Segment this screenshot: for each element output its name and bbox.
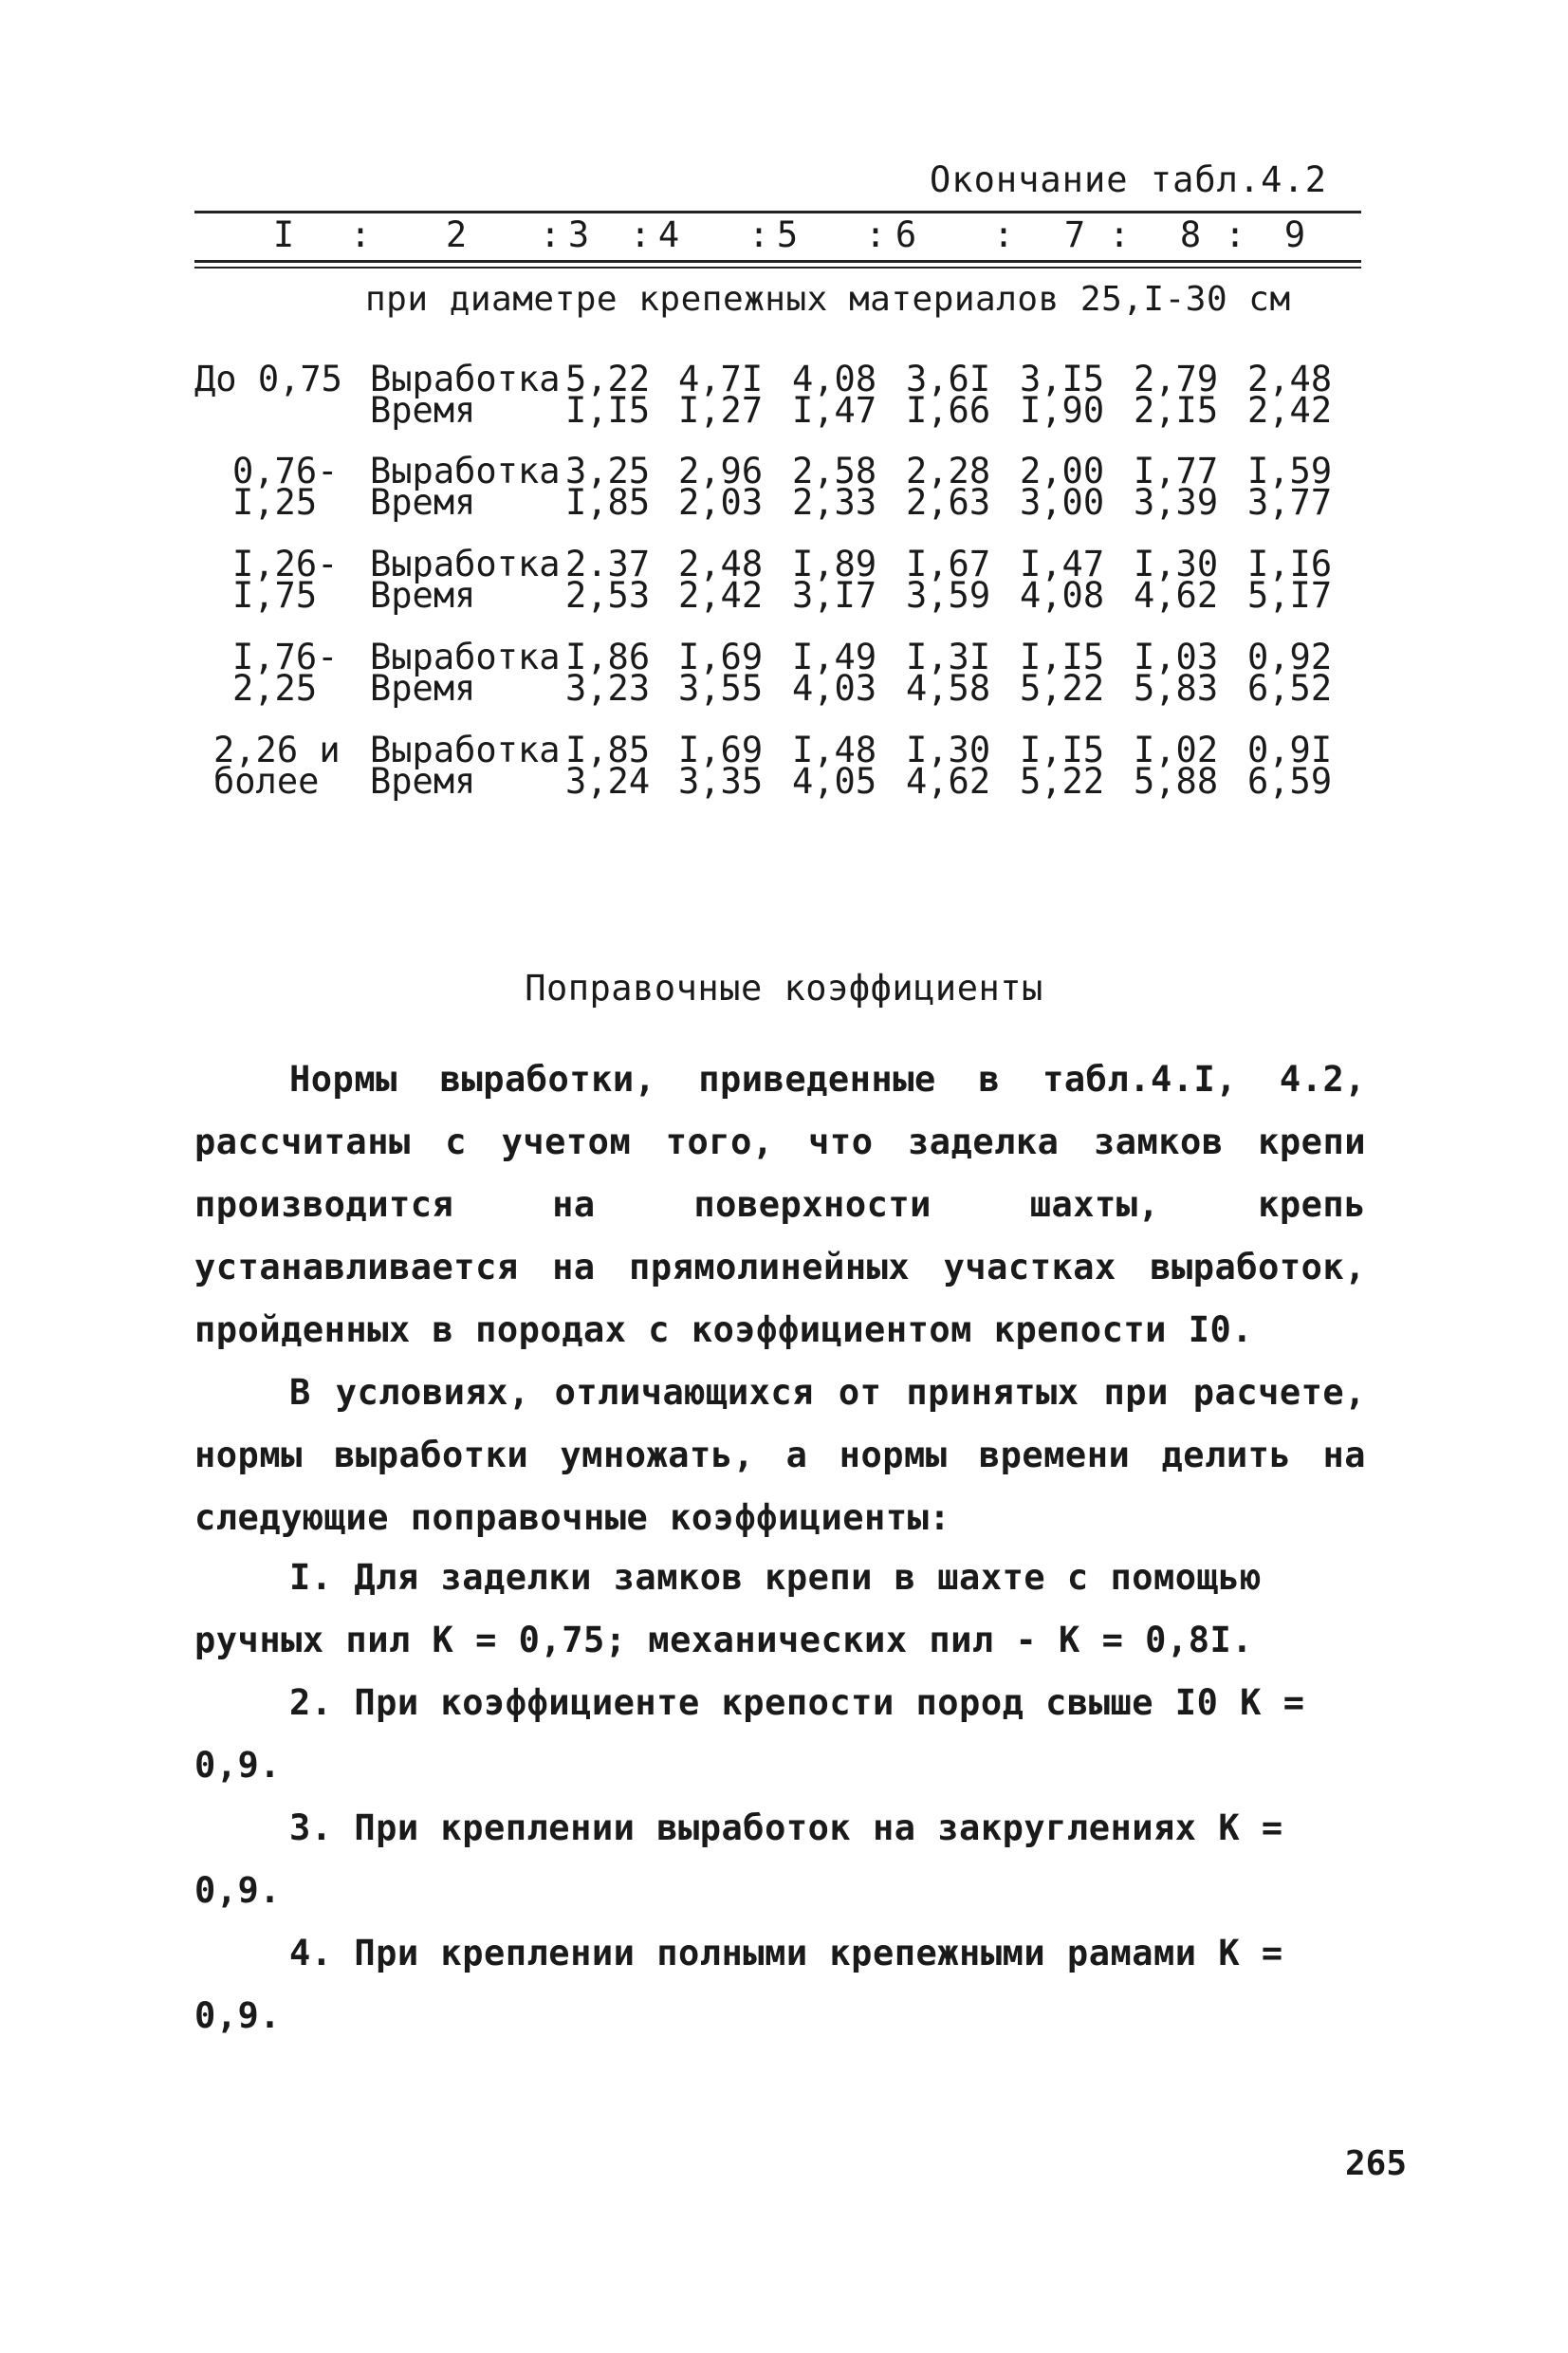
table-row-group xyxy=(194,544,1371,619)
column-header: 8 xyxy=(1179,214,1202,255)
table-cell: I,89 xyxy=(792,544,877,584)
table-cell: I,90 xyxy=(1020,390,1105,431)
row-label-time: Время xyxy=(370,390,476,431)
table-cell: I,49 xyxy=(792,637,877,677)
table-header-rule xyxy=(194,260,1361,263)
column-header: 4 xyxy=(657,214,680,255)
table-cell: 3,23 xyxy=(565,668,651,709)
table-cell: 2,33 xyxy=(792,482,877,523)
table-cell: 2,00 xyxy=(1020,451,1105,491)
range-label: I,25 xyxy=(232,482,318,523)
table-cell: 4,62 xyxy=(906,761,991,802)
row-label-time: Время xyxy=(370,761,476,802)
range-label: I,26- xyxy=(232,544,339,584)
column-separator: : xyxy=(1108,214,1131,255)
row-label-time: Время xyxy=(370,668,476,709)
table-cell: 6,59 xyxy=(1247,761,1333,802)
table-cell: 2,53 xyxy=(565,575,651,616)
table-cell: 5,22 xyxy=(1020,668,1105,709)
table-cell: 3,35 xyxy=(678,761,764,802)
coefficient-list xyxy=(194,1547,1366,2047)
range-label: I,75 xyxy=(232,575,318,616)
row-label-output: Выработка xyxy=(370,451,561,491)
table-cell: 4,62 xyxy=(1134,575,1219,616)
table-cell: I,47 xyxy=(792,390,877,431)
table-cell: I,69 xyxy=(678,730,764,770)
table-cell: 3,6I xyxy=(906,359,991,399)
table-cell: 5,83 xyxy=(1134,668,1219,709)
table-cell: 2,03 xyxy=(678,482,764,523)
table-cell: I,I5 xyxy=(1020,730,1105,770)
table-cell: I,85 xyxy=(565,482,651,523)
column-header: 9 xyxy=(1283,214,1306,255)
list-item: 3. При креплении выработок на закруглениях К = 0,9. xyxy=(194,1807,1283,1911)
table-row-group xyxy=(194,730,1371,805)
table-cell: I,66 xyxy=(906,390,991,431)
range-label: 2,26 и xyxy=(213,730,341,770)
table-cell: I,I6 xyxy=(1247,544,1333,584)
table-cell: 2,96 xyxy=(678,451,764,491)
table-cell: 2,79 xyxy=(1134,359,1219,399)
paragraph: Нормы выработки, приведенные в табл.4.I, 4.2, рассчитаны с учетом того, что заделка замков крепи производится на поверхности шахты, крепь устанавливается на прямолинейных участках выработок, пройденных в породах с коэффициентом крепости I0. xyxy=(194,1059,1366,1350)
table-cell: 3,I5 xyxy=(1020,359,1105,399)
column-header: 3 xyxy=(567,214,590,255)
table-section-title: при диаметре крепежных материалов 25,I-30 см xyxy=(365,280,1291,319)
table-cell: 4,03 xyxy=(792,668,877,709)
table-cell: I,59 xyxy=(1247,451,1333,491)
list-item: 4. При креплении полными крепежными рамами К = 0,9. xyxy=(194,1933,1283,2036)
table-cell: I,85 xyxy=(565,730,651,770)
table-cell: 4,7I xyxy=(678,359,764,399)
column-separator: : xyxy=(539,214,562,255)
table-cell: 3,59 xyxy=(906,575,991,616)
column-header: 5 xyxy=(776,214,799,255)
table-cell: 3,25 xyxy=(565,451,651,491)
table-cell: 3,39 xyxy=(1134,482,1219,523)
column-header: 7 xyxy=(1063,214,1086,255)
table-cell: 2,58 xyxy=(792,451,877,491)
body-text xyxy=(194,1048,1366,1549)
range-label: 2,25 xyxy=(232,668,318,709)
table-cell: I,30 xyxy=(906,730,991,770)
range-label: До 0,75 xyxy=(194,359,342,399)
column-header: I xyxy=(272,214,295,255)
column-separator: : xyxy=(864,214,887,255)
column-separator: : xyxy=(349,214,372,255)
table-cell: 2,48 xyxy=(1247,359,1333,399)
table-row-group xyxy=(194,359,1371,434)
table-cell: 6,52 xyxy=(1247,668,1333,709)
range-label: более xyxy=(213,761,320,802)
table-cell: I,30 xyxy=(1134,544,1219,584)
column-header: 2 xyxy=(445,214,468,255)
table-cell: 4,05 xyxy=(792,761,877,802)
table-cell: 4,58 xyxy=(906,668,991,709)
table-cell: I,69 xyxy=(678,637,764,677)
table-row-group xyxy=(194,451,1371,526)
table-header-rule-2 xyxy=(194,267,1361,269)
table-cell: 2,48 xyxy=(678,544,764,584)
column-separator: : xyxy=(747,214,770,255)
column-header: 6 xyxy=(895,214,917,255)
table-cell: 5,I7 xyxy=(1247,575,1333,616)
column-separator: : xyxy=(629,214,652,255)
table-cell: I,02 xyxy=(1134,730,1219,770)
table-cell: 4,08 xyxy=(792,359,877,399)
range-label: 0,76- xyxy=(232,451,339,491)
table-cell: I,86 xyxy=(565,637,651,677)
table-cell: I,03 xyxy=(1134,637,1219,677)
table-cell: 0,92 xyxy=(1247,637,1333,677)
table-cell: 2,63 xyxy=(906,482,991,523)
table-cell: 2.37 xyxy=(565,544,651,584)
row-label-output: Выработка xyxy=(370,730,561,770)
paragraph: В условиях, отличающихся от принятых при расчете, нормы выработки умножать, а нормы времени делить на следующие поправочные коэффициенты: xyxy=(194,1372,1366,1538)
table-cell: 2,42 xyxy=(678,575,764,616)
row-label-output: Выработка xyxy=(370,637,561,677)
table-cell: 3,24 xyxy=(565,761,651,802)
row-label-time: Время xyxy=(370,575,476,616)
table-cell: I,I5 xyxy=(565,390,651,431)
table-cell: 5,22 xyxy=(1020,761,1105,802)
table-cell: 5,88 xyxy=(1134,761,1219,802)
table-top-rule xyxy=(194,211,1361,213)
row-label-output: Выработка xyxy=(370,359,561,399)
table-cell: 2,I5 xyxy=(1134,390,1219,431)
list-item: 2. При коэффициенте крепости пород свыше I0 К = 0,9. xyxy=(194,1682,1305,1786)
list-item: I. Для заделки замков крепи в шахте с помощью ручных пил К = 0,75; механических пил - К = 0,8I. xyxy=(194,1557,1262,1660)
section-heading: Поправочные коэффициенты xyxy=(525,968,1043,1009)
row-label-time: Время xyxy=(370,482,476,523)
table-cell: I,67 xyxy=(906,544,991,584)
column-separator: : xyxy=(1224,214,1246,255)
table-row-group xyxy=(194,637,1371,712)
table-cell: 3,55 xyxy=(678,668,764,709)
table-cell: 5,22 xyxy=(565,359,651,399)
table-cell: 3,I7 xyxy=(792,575,877,616)
table-cell: I,3I xyxy=(906,637,991,677)
table-cell: 4,08 xyxy=(1020,575,1105,616)
table-cell: I,47 xyxy=(1020,544,1105,584)
table-cell: I,48 xyxy=(792,730,877,770)
table-cell: I,I5 xyxy=(1020,637,1105,677)
range-label: I,76- xyxy=(232,637,339,677)
page-number: 265 xyxy=(1345,2144,1408,2183)
table-caption: Окончание табл.4.2 xyxy=(930,159,1327,200)
row-label-output: Выработка xyxy=(370,544,561,584)
table-cell: 3,00 xyxy=(1020,482,1105,523)
table-cell: 0,9I xyxy=(1247,730,1333,770)
table-column-headers xyxy=(194,214,1361,260)
table-cell: 3,77 xyxy=(1247,482,1333,523)
table-cell: 2,42 xyxy=(1247,390,1333,431)
column-separator: : xyxy=(992,214,1015,255)
table-cell: 2,28 xyxy=(906,451,991,491)
table-cell: I,77 xyxy=(1134,451,1219,491)
table-cell: I,27 xyxy=(678,390,764,431)
